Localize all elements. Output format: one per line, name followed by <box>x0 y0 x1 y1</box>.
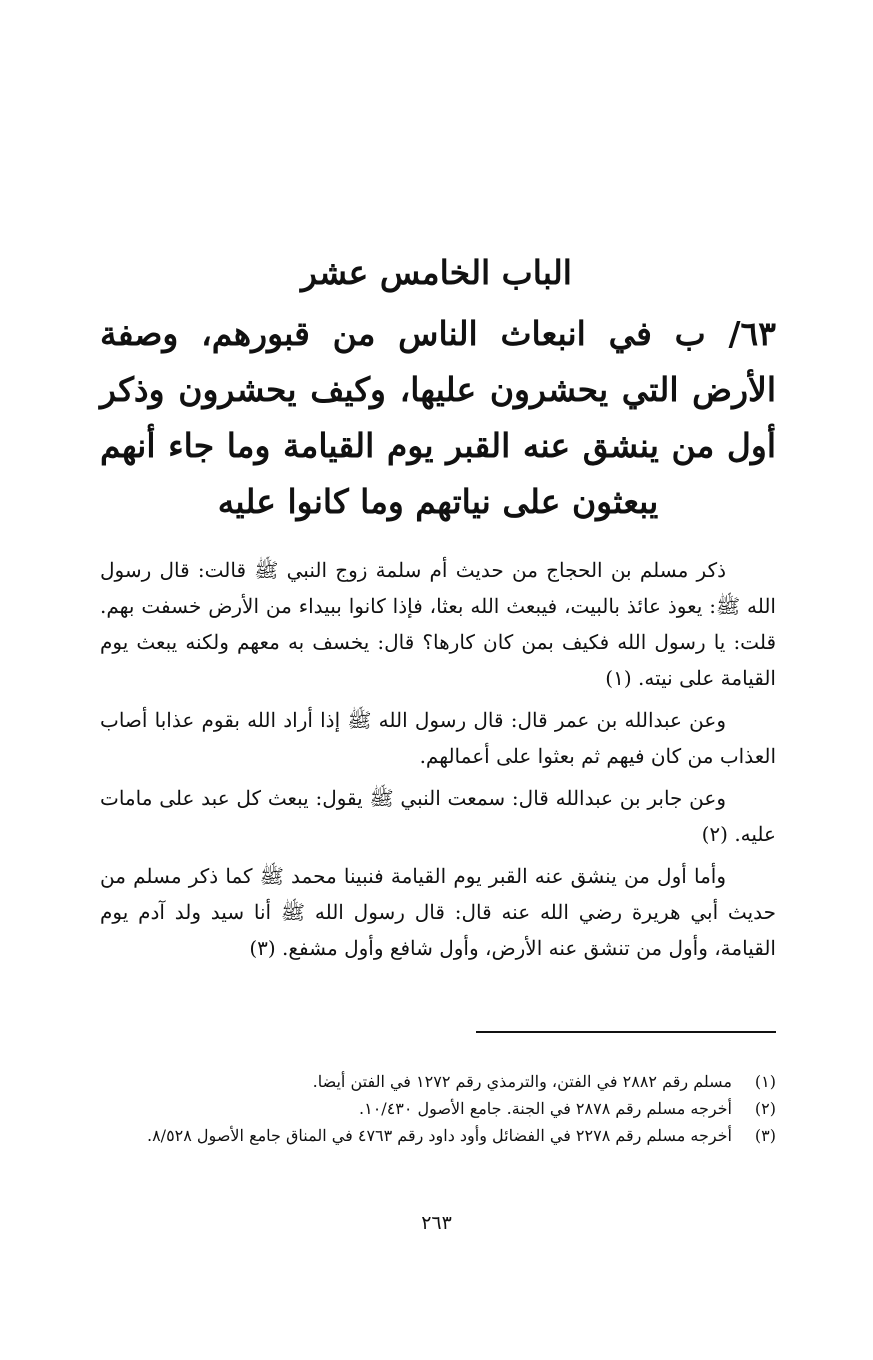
footnote-text: أخرجه مسلم رقم ٢٢٧٨ في الفضائل وأود داود رقم ٤٧٦٣ في المناق جامع الأصول ٨/٥٢٨. <box>146 1126 732 1145</box>
footnote-item <box>100 1095 776 1122</box>
paragraph: ذكر مسلم بن الحجاج من حديث أم سلمة زوج النبي ﷺ قالت: قال رسول الله ﷺ: يعوذ عائذ بالبيت، فيبعث الله بعثا، فإذا كانوا ببيداء من الأرض خسفت بهم. قلت: يا رسول الله فكيف بمن كان كارها؟ قال: يخسف به معهم ولكنه يبعث يوم القيامة على نيته. (١) <box>100 558 776 690</box>
footnote-text: أخرجه مسلم رقم ٢٨٧٨ في الجنة. جامع الأصول ١٠/٤٣٠. <box>359 1099 732 1118</box>
footnote-number: (٢) <box>754 1099 776 1118</box>
footnote-number: (١) <box>754 1072 776 1091</box>
footnotes <box>100 1068 776 1149</box>
footnote-item <box>100 1122 776 1149</box>
chapter-title: الباب الخامس عشر <box>301 253 572 292</box>
body-text <box>100 552 776 972</box>
paragraph: وعن جابر بن عبدالله قال: سمعت النبي ﷺ يقول: يبعث كل عبد على مامات عليه. (٢) <box>100 786 776 846</box>
page-number: ٢٦٣ <box>421 1212 452 1234</box>
footnote-number: (٣) <box>754 1126 776 1145</box>
paragraph: وأما أول من ينشق عنه القبر يوم القيامة فنبينا محمد ﷺ كما ذكر مسلم من حديث أبي هريرة رضي الله عنه قال: قال رسول الله ﷺ أنا سيد ولد آدم يوم القيامة، وأول من تنشق عنه الأرض، وأول شافع وأول مشفع. (٣) <box>100 864 776 960</box>
section-heading: ٦٣/ ب في انبعاث الناس من قبورهم، وصفة الأرض التي يحشرون عليها، وكيف يحشرون وذكر أول من ينشق عنه القبر يوم القيامة وما جاء أنهم يبعثون على نياتهم وما كانوا عليه <box>100 314 776 521</box>
paragraph: وعن عبدالله بن عمر قال: قال رسول الله ﷺ إذا أراد الله بقوم عذابا أصاب العذاب من كان فيهم ثم بعثوا على أعمالهم. <box>100 708 776 768</box>
footnote-item <box>100 1068 776 1095</box>
footnote-text: مسلم رقم ٢٨٨٢ في الفتن، والترمذي رقم ١٢٧٢ في الفتن أيضا. <box>312 1072 732 1091</box>
footnote-divider <box>476 1031 776 1033</box>
